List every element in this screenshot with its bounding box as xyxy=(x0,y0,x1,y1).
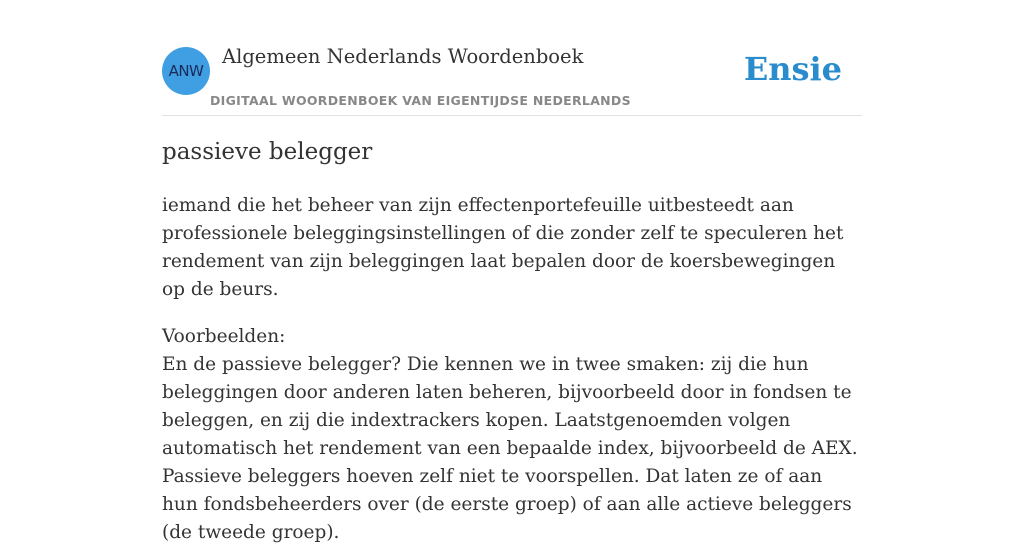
ensie-logo[interactable]: Ensie xyxy=(743,50,842,88)
page xyxy=(162,0,862,543)
definition-text: iemand die het beheer van zijn effectenportefeuille uitbesteedt aan professionele beleggingsinstellingen of die zonder zelf te speculeren het rendement van zijn beleggingen laat bepalen door de koersbewegingen op de beurs. xyxy=(162,195,844,300)
example-text: En de passieve belegger? Die kennen we in twee smaken: zij die hun beleggingen door anderen laten beheren, bijvoorbeeld door in fondsen te beleggen, en zij die indextrackers kopen. Laatstgenoemden volgen automatisch het rendement van een bepaalde index, bijvoorbeeld de AEX. Passieve beleggers hoeven zelf niet te voorspellen. Dat laten ze of aan hun fondsbeheerders over (de eerste groep) of aan alle actieve beleggers (de tweede groep). xyxy=(162,354,858,543)
site-title[interactable]: Algemeen Nederlands Woordenboek xyxy=(222,45,584,68)
examples-section xyxy=(162,323,862,547)
entry-title: passieve belegger xyxy=(162,139,373,165)
site-subtitle: DIGITAAL WOORDENBOEK VAN EIGENTIJDSE NEDERLANDS xyxy=(210,93,631,108)
anw-logo-text: ANW xyxy=(168,62,204,80)
header-divider xyxy=(162,115,862,116)
anw-logo[interactable] xyxy=(162,47,210,95)
examples-label: Voorbeelden: xyxy=(162,326,286,347)
